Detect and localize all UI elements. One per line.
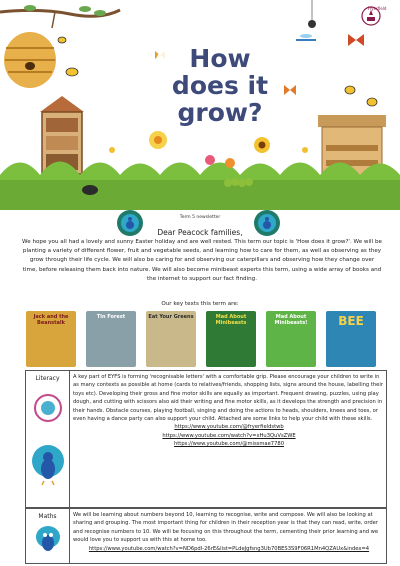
intro-paragraph: We hope you all had a lovely and sunny Easter holiday and are well rested. This term our topic is 'How does it grow?'. We will be planting a variety of different flower, fruit and vegetable seeds, and learning how to care for them, as well as observing as they grow through their life cycle. We will also be caring for and observing our caterpillars and observing how they change over time, before releasing them back into nature. We will also become minibeast experts this term, using a wide array of books and the internet to support our fact finding. [22,239,382,282]
peacock-mascot-icon [30,441,66,485]
book-cover [206,311,256,367]
school-logo [360,6,394,36]
book-cover [266,311,316,367]
school-crest-icon [360,6,382,26]
maths-text-cell [73,511,385,553]
maths-link[interactable]: https://www.youtube.com/watch?v=ND6pdI-26rE&list=PLdeJgfsng3Ub70BES3S9F06R1Mn4QZAUx&index=4 [88,545,370,552]
literacy-label: Literacy [35,375,60,382]
greeting: Dear Peacock families, [157,228,243,237]
maths-text: We will be learning about numbers beyond 10, learning to recognise, write and compose. We will also be looking at sharing and grouping. The most important thing for children in their reception year is that they can read, write, order and recognise numbers to 10. We will be focusing on this throughout the term, cementing their prior learning and we would love you to support us with this at home too. [73,512,379,544]
title-line-2: does it [171,71,269,100]
title-line-3: grow? [177,98,263,127]
book-title: BEE [338,314,364,328]
literacy-links [73,423,385,448]
book-cover [326,311,376,367]
literacy-link[interactable]: https://www.youtube.com/watch?v=xHu3QuVsZWE [162,432,296,439]
literacy-text: A key part of EYFS is forming 'recognisable letters' with a comfortable grip. Please encourage your children to write in as many contexts as possible at home (cards to relatives/friends, shopping lists, signs around the house, labelling their toys etc). Developing their gross and fine motor skills are equally as important. Frequent drawing, puzzles, using play dough, and cutting with scissors also aid their writing and fine motor skills, as it develops the strength and precision in their hands. Obstacle courses, playing football, singing and doing the actions to heads, shoulders, knees and toes, or even having a dance party can also support your child. Attached are some links to help your child with these skills. [73,374,383,423]
book-title: Eat Your Greens [148,314,194,320]
title-line-1: How [189,44,251,73]
literacy-text-cell [73,373,385,449]
maths-links [73,545,385,553]
book-cover [26,311,76,367]
book-cover [86,311,136,367]
literacy-link[interactable]: https://www.youtube.com/@missmae7780 [173,441,285,448]
literacy-label-cell [26,371,70,507]
school-logo-text: Fryerfield [367,6,387,11]
key-texts-heading: Our key texts this term are: [161,301,239,307]
book-title: Tin Forest [96,314,126,320]
book-title: Jack and the Beanstalk [33,314,69,326]
literacy-link[interactable]: https://www.youtube.com/@fryerfieldstwb [174,424,284,431]
beehive-icon [4,32,56,88]
badge-icon [33,393,63,423]
literacy-section [25,370,387,508]
newsletter-title [165,45,275,126]
newsletter-caption: Term 5 newsletter [179,215,221,220]
maths-label: Maths [38,513,57,520]
book-title: Mad About Minibeasts [215,314,247,326]
book-cover [146,311,196,367]
book-title: Mad About Minibeasts! [274,314,308,326]
maths-section [25,508,387,564]
maths-label-cell [26,509,70,563]
key-texts-books [26,311,376,367]
peacock-mascot-icon [33,523,63,553]
header-illustration [0,0,400,210]
